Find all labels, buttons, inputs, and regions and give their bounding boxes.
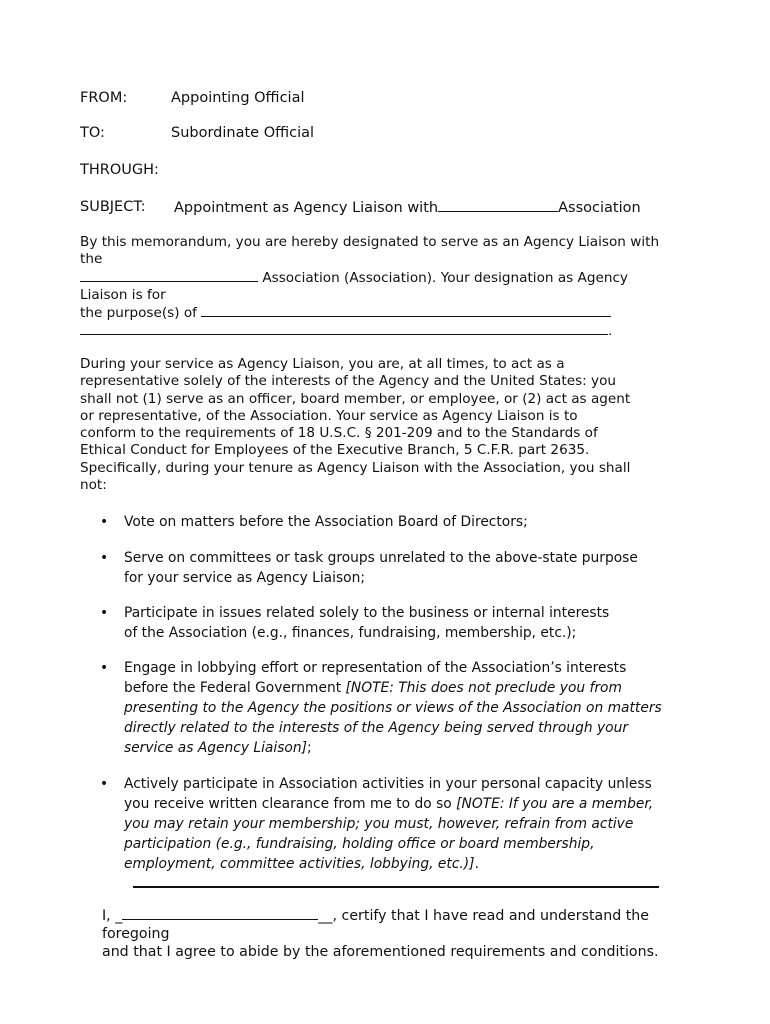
subject-suffix: Association [558, 200, 641, 216]
paragraph-line: representative solely of the interests of the Agency and the United States: you [80, 373, 617, 390]
item-text: service as Agency Liaison]; [124, 740, 312, 756]
period: . [608, 323, 613, 340]
certification-block [102, 907, 722, 961]
paragraph-line: shall not (1) serve as an officer, board member, or employee, or (2) act as agent [80, 390, 631, 407]
through-label: THROUGH: [80, 162, 159, 178]
cert-prefix: I, _ [102, 908, 123, 924]
note-text: participation (e.g., fundraising, holding office or board membership, [124, 836, 595, 852]
item-text: Actively participate in Association activities in your personal capacity unless [124, 776, 652, 792]
subject-line [174, 199, 641, 216]
intro-text: Association (Association). Your designation as Agency [258, 269, 628, 286]
subject-label: SUBJECT: [80, 199, 146, 215]
paragraph-line: conform to the requirements of 18 U.S.C. § 201-209 and to the Standards of [80, 425, 598, 442]
from-value: Appointing Official [171, 90, 305, 106]
subject-prefix: Appointment as Agency Liaison with [174, 200, 439, 216]
item-text: of the Association (e.g., finances, fundraising, membership, etc.); [124, 625, 577, 641]
bullet-icon: • [100, 776, 109, 792]
divider-rule [133, 886, 659, 888]
to-value: Subordinate Official [171, 125, 315, 141]
intro-line: Liaison is for [80, 286, 166, 303]
association-blank [80, 269, 258, 282]
purpose-label: the purpose(s) of [80, 305, 202, 322]
intro-line: the [80, 251, 103, 268]
bullet-icon: • [100, 550, 109, 566]
certification-line: foregoing [102, 926, 170, 942]
cert-suffix: __, certify that I have read and understand the [318, 908, 650, 924]
intro-line: By this memorandum, you are hereby designated to serve as an Agency Liaison with [80, 234, 660, 250]
item-text: you receive written clearance from me to do so [NOTE: If you are a member, [124, 796, 654, 812]
note-text: service as Agency Liaison] [124, 740, 307, 756]
item-text: before the Federal Government [NOTE: This does not preclude you from [124, 680, 622, 696]
intro-line [80, 269, 710, 287]
bullet-icon: • [100, 514, 109, 530]
bullet-icon: • [100, 605, 109, 621]
purpose-blank [201, 304, 611, 317]
certification-line [102, 907, 722, 925]
note-text: [NOTE: If you are a member, [456, 796, 654, 812]
note-text: employment, committee activities, lobbying, etc.)] [124, 856, 475, 872]
note-text: you may retain your membership; you must, however, refrain from active [124, 816, 634, 832]
from-label: FROM: [80, 90, 128, 106]
item-text: Engage in lobbying effort or representation of the Association’s interests [124, 660, 627, 676]
paragraph-line: Ethical Conduct for Employees of the Executive Branch, 5 C.F.R. part 2635. [80, 442, 590, 459]
item-text: for your service as Agency Liaison; [124, 570, 365, 586]
intro-line [80, 304, 710, 322]
item-text: Serve on committees or task groups unrelated to the above-state purpose [124, 550, 638, 566]
association-name-blank [438, 199, 558, 212]
item-text: employment, committee activities, lobbying, etc.)]. [124, 856, 479, 872]
intro-line [80, 322, 710, 340]
purpose-blank-2 [80, 322, 608, 335]
paragraph-line: or representative, of the Association. Your service as Agency Liaison is to [80, 407, 578, 424]
certification-line: and that I agree to abide by the aforementioned requirements and conditions. [102, 944, 659, 960]
note-text: presenting to the Agency the positions or views of the Association on matters [124, 700, 662, 716]
service-paragraph [80, 356, 710, 494]
note-text: [NOTE: This does not preclude you from [345, 680, 622, 696]
signature-name-blank [122, 907, 318, 920]
item-text: Participate in issues related solely to the business or internal interests [124, 605, 610, 621]
intro-paragraph [80, 234, 710, 341]
bullet-icon: • [100, 660, 109, 676]
item-text: Vote on matters before the Association Board of Directors; [124, 514, 528, 530]
paragraph-line: not: [80, 477, 107, 494]
paragraph-line: Specifically, during your tenure as Agency Liaison with the Association, you shall [80, 459, 631, 476]
to-label: TO: [80, 125, 105, 141]
paragraph-line: During your service as Agency Liaison, you are, at all times, to act as a [80, 356, 565, 372]
note-text: directly related to the interests of the Agency being served through your [124, 720, 629, 736]
